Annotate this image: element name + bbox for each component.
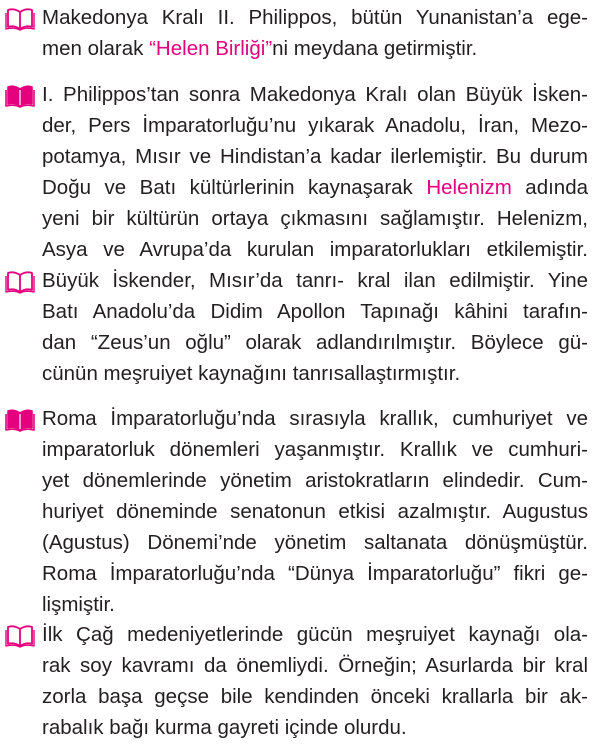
text-line: huriyet döneminde senatonun etkisi azalmıştır. Augustus [42,500,588,523]
highlight-term: Helenizm [426,176,512,199]
text-line: dan “Zeus’un oğlu” olarak adlandırılmıştır. Böylece gü- [42,331,588,354]
text-line: zorla başa geçse bile kendinden önceki krallarla bir ak- [42,685,588,708]
open-book-outline-icon [4,624,36,648]
text-line: men olarak “Helen Birliği”ni meydana getirmiştir. [42,37,478,60]
text-line: Asya ve Avrupa’da kurulan imparatorlukları etkilemiştir. [42,238,588,261]
text-line: İlk Çağ medeniyetlerinde gücün meşruiyet kaynağı ola- [42,623,588,646]
text-line: yeni bir kültürün ortaya çıkmasını sağlamıştır. Helenizm, [42,207,588,230]
text-line: rak soy kavramı da önemliydi. Örneğin; Asurlarda bir kral [42,654,588,677]
text-line: imparatorluk dönemleri yaşanmıştır. Krallık ve cumhuri- [42,438,588,461]
text-line: (Agustus) Dönemi’nde yönetim saltanata dönüşmüştür. [42,531,588,554]
text-line: cünün meşruiyet kaynağını tanrısallaştırmıştır. [42,362,461,385]
text-line: Büyük İskender, Mısır’da tanrı- kral ilan edilmiştir. Yine [42,269,588,292]
text-line: Makedonya Kralı II. Philippos, bütün Yunanistan’a ege- [42,6,588,29]
text-line: yet dönemlerinde yönetim aristokratların elindedir. Cum- [42,469,588,492]
text-line: Doğu ve Batı kültürlerinin kaynaşarak Helenizm adında [42,176,588,199]
text-line: lişmiştir. [42,593,115,616]
open-book-outline-icon [4,7,36,31]
text-line: I. Philippos’tan sonra Makedonya Kralı olan Büyük İsken- [42,83,588,106]
text-line: Roma İmparatorluğu’nda sırasıyla krallık, cumhuriyet ve [42,407,588,430]
text-line: Batı Anadolu’da Didim Apollon Tapınağı kâhini tarafın- [42,300,588,323]
text-line: potamya, Mısır ve Hindistan’a kadar ilerlemiştir. Bu durum [42,145,588,168]
open-book-filled-icon [4,408,36,432]
text-line: der, Pers İmparatorluğu’nu yıkarak Anadolu, İran, Mezo- [42,114,588,137]
open-book-outline-icon [4,270,36,294]
highlight-term: “Helen Birliği” [149,37,273,60]
text-line: rabalık bağı kurma gayreti içinde olurdu. [42,716,407,739]
text-line: Roma İmparatorluğu’nda “Dünya İmparatorluğu” fikri ge- [42,562,588,585]
open-book-filled-icon [4,84,36,108]
